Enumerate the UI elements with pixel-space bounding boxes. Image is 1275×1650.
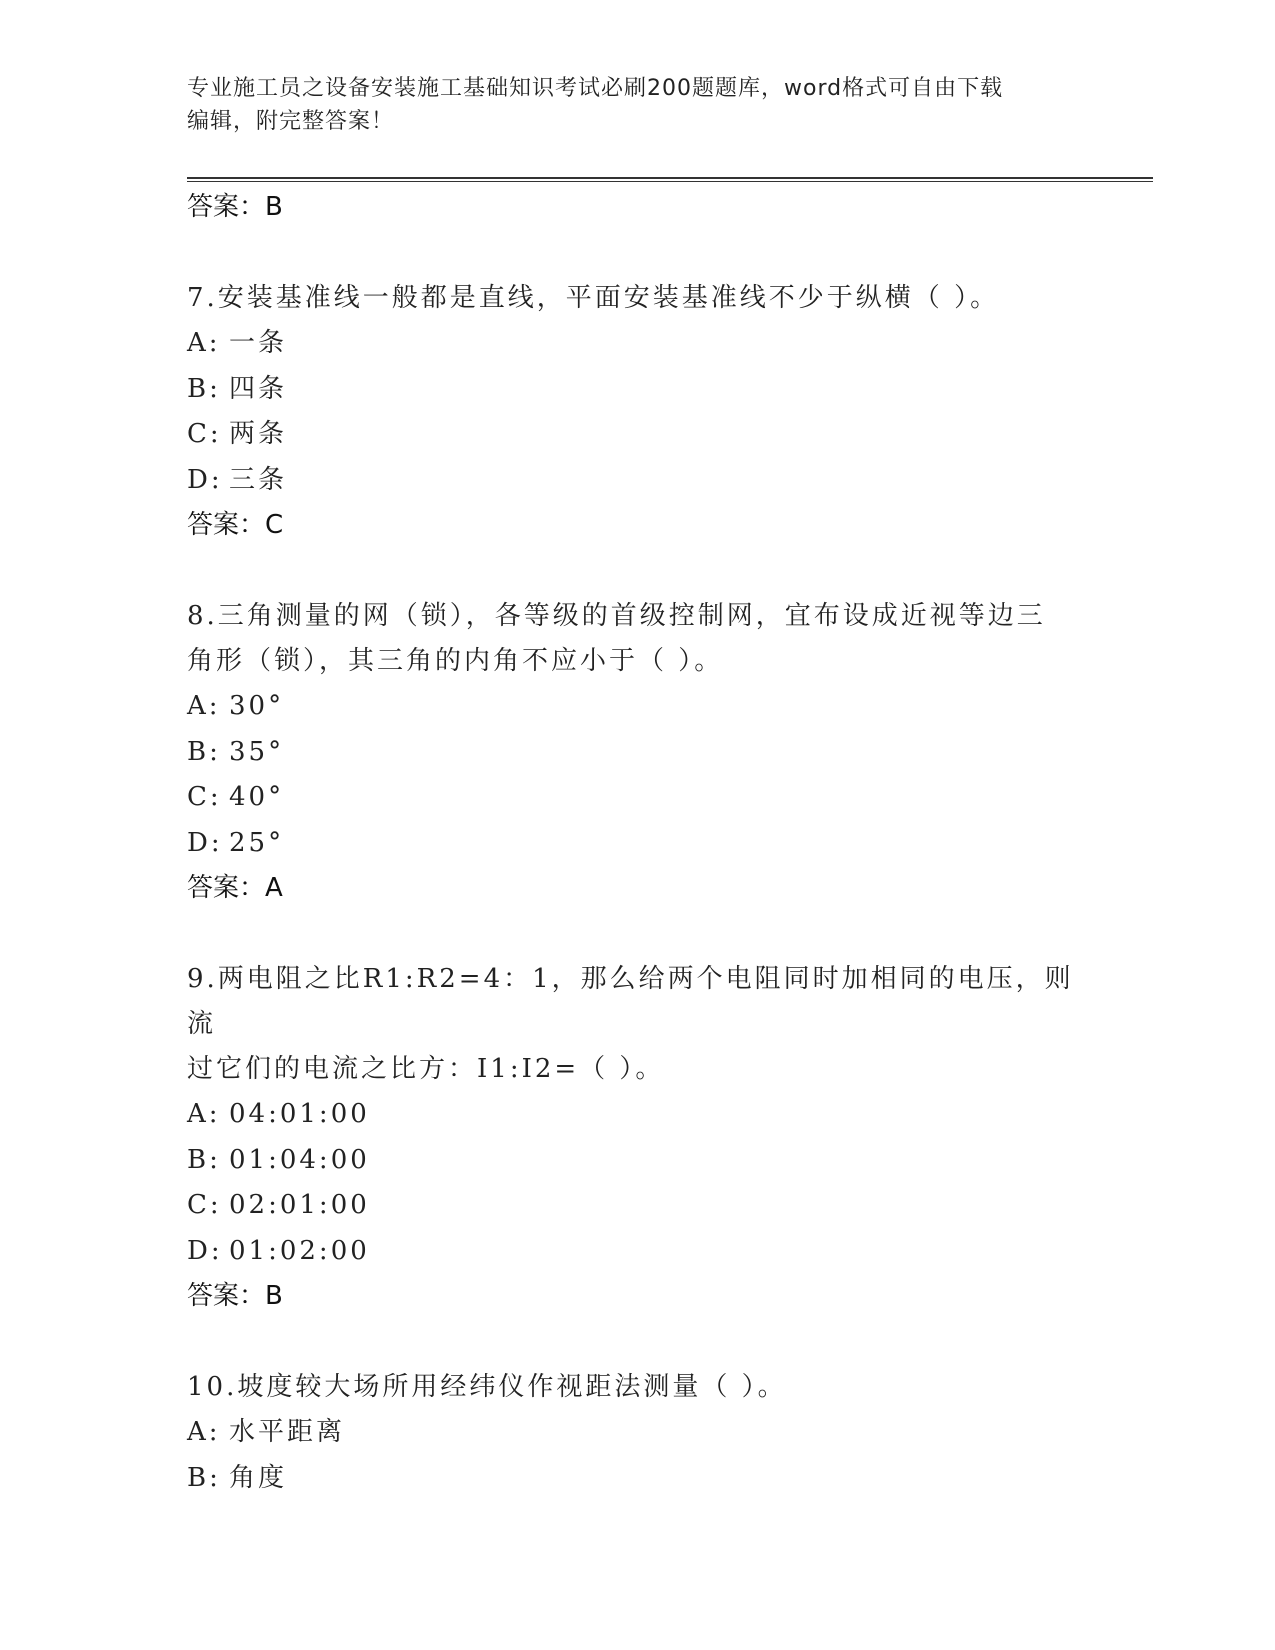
option-c — [187, 775, 1087, 821]
option-a — [187, 684, 1087, 730]
document-header — [187, 72, 1067, 138]
spacer — [187, 548, 1087, 594]
previous-answer: 答案：B — [187, 192, 283, 222]
option-letter: C: — [187, 419, 222, 449]
option-text: 一条 — [229, 328, 288, 358]
option-letter: D: — [187, 827, 223, 858]
option-a — [187, 1092, 1087, 1138]
option-a — [187, 1410, 1087, 1456]
question-stem: 7.安装基准线一般都是直线，平面安装基准线不少于纵横（ ）。 — [187, 283, 1000, 313]
header-line-1: 专业施工员之设备安装施工基础知识考试必刷200题题库，word格式可自由下载 — [187, 76, 1004, 101]
option-b — [187, 1456, 1087, 1502]
answer: 答案：B — [187, 1281, 283, 1311]
option-text: 四条 — [229, 373, 288, 404]
header-divider-thin — [187, 181, 1153, 182]
option-d — [187, 458, 1087, 504]
spacer — [187, 1319, 1087, 1365]
option-text: 02:01:00 — [229, 1190, 370, 1220]
answer: 答案：A — [187, 873, 283, 903]
question-stem-line-1: 9.两电阻之比R1:R2=4：1，那么给两个电阻同时加相同的电压，则流 — [187, 964, 1074, 1039]
option-letter: C: — [187, 1190, 222, 1220]
option-text: 30° — [229, 691, 285, 721]
option-text: 35° — [229, 736, 285, 767]
question-10 — [187, 1365, 1087, 1501]
option-c — [187, 1183, 1087, 1229]
header-line-2: 编辑，附完整答案！ — [187, 109, 395, 134]
option-text: 01:04:00 — [229, 1144, 370, 1175]
option-text: 25° — [229, 827, 285, 858]
option-b — [187, 1138, 1087, 1184]
option-text: 三条 — [229, 464, 288, 495]
answer: 答案：C — [187, 510, 284, 540]
option-d — [187, 821, 1087, 867]
option-b — [187, 730, 1087, 776]
spacer — [187, 911, 1087, 957]
option-text: 40° — [229, 782, 285, 812]
option-letter: A: — [187, 691, 221, 721]
question-stem-line-1: 8.三角测量的网（锁），各等级的首级控制网，宜布设成近视等边三 — [187, 601, 1046, 631]
option-letter: B: — [187, 1144, 221, 1175]
option-text: 水平距离 — [229, 1417, 346, 1447]
option-letter: A: — [187, 1417, 221, 1447]
option-letter: B: — [187, 373, 221, 404]
option-text: 两条 — [229, 419, 288, 449]
question-stem-line-2: 角形（锁），其三角的内角不应小于（ ）。 — [187, 646, 724, 676]
option-d — [187, 1229, 1087, 1275]
option-letter: A: — [187, 328, 221, 358]
question-8 — [187, 594, 1087, 911]
option-text: 角度 — [229, 1462, 288, 1493]
question-stem: 10.坡度较大场所用经纬仪作视距法测量（ ）。 — [187, 1372, 787, 1402]
option-letter: B: — [187, 736, 221, 767]
question-stem-line-2: 过它们的电流之比方：I1:I2=（ ）。 — [187, 1054, 665, 1084]
question-9 — [187, 957, 1087, 1319]
question-list — [187, 185, 1087, 1501]
option-letter: D: — [187, 464, 223, 495]
question-7 — [187, 276, 1087, 548]
header-divider-thick — [187, 177, 1153, 179]
option-letter: B: — [187, 1462, 221, 1493]
spacer — [187, 230, 1087, 276]
option-a — [187, 321, 1087, 367]
option-letter: C: — [187, 782, 222, 812]
option-text: 04:01:00 — [229, 1099, 370, 1129]
option-letter: D: — [187, 1235, 223, 1266]
option-letter: A: — [187, 1099, 221, 1129]
option-text: 01:02:00 — [229, 1235, 370, 1266]
option-c — [187, 412, 1087, 458]
option-b — [187, 367, 1087, 413]
